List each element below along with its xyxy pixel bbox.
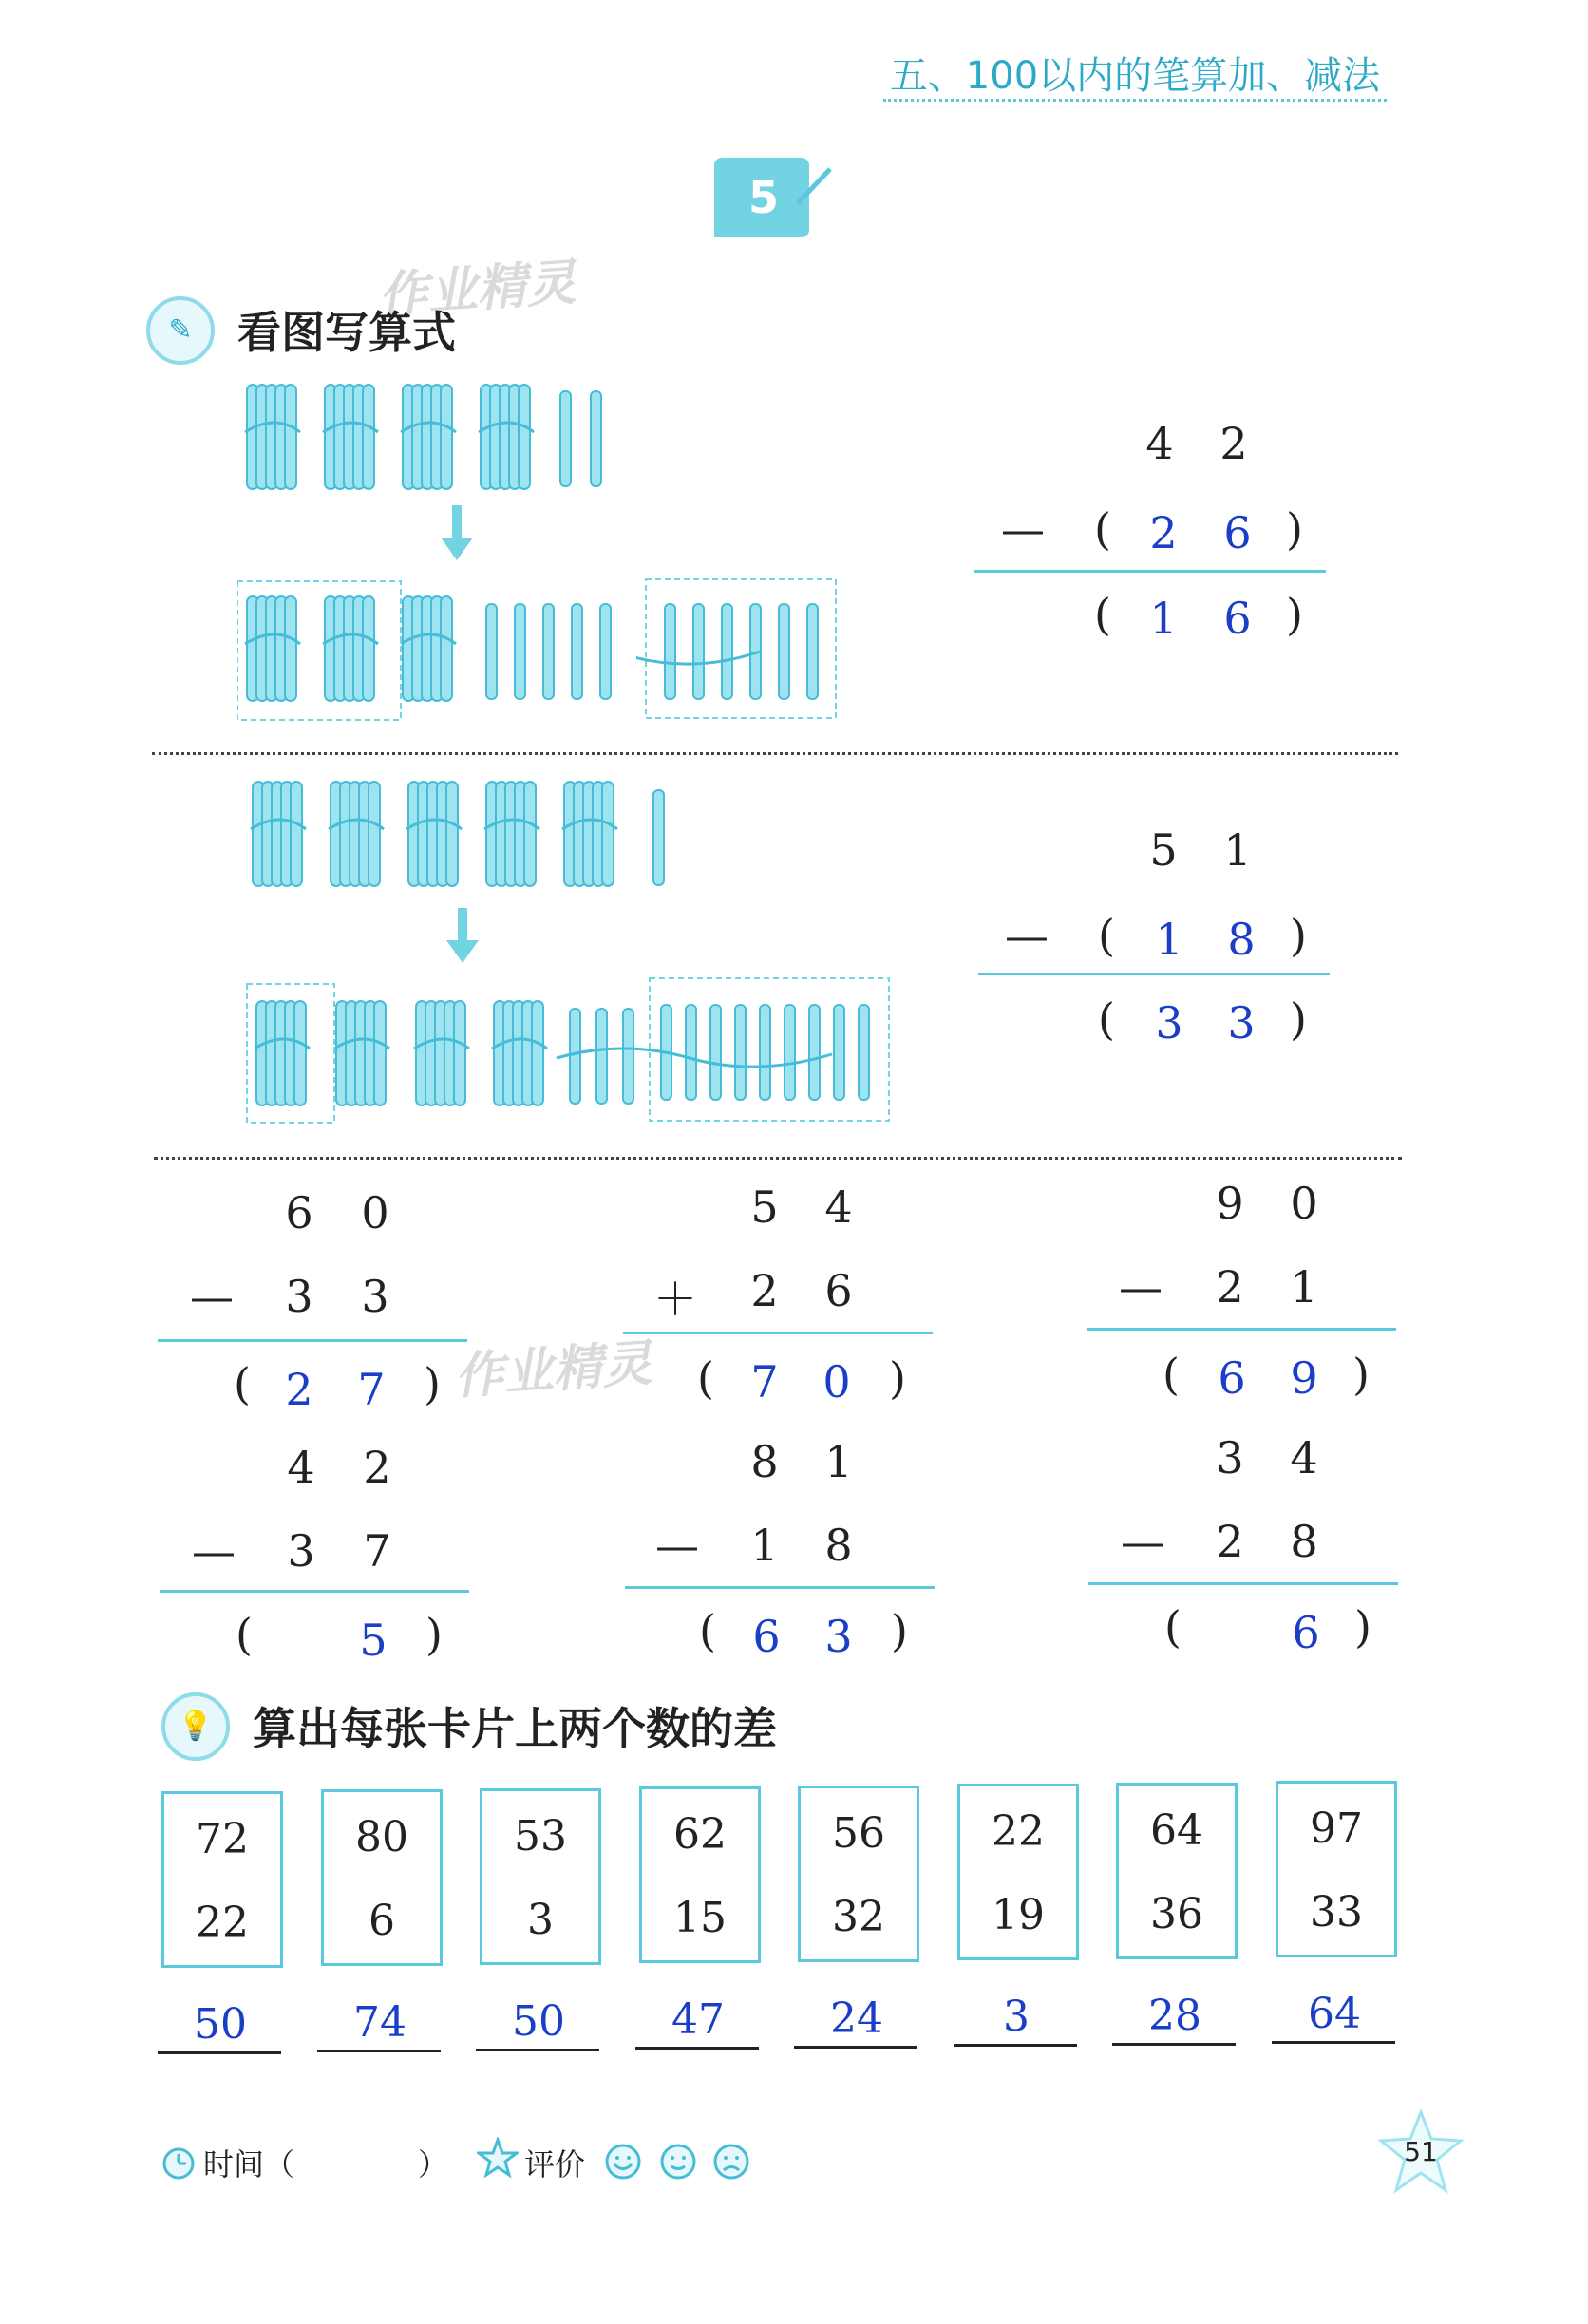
time-close: ） (418, 2146, 449, 2182)
happy-face-icon[interactable] (604, 2143, 642, 2181)
digit: 3 (1216, 1432, 1244, 1483)
paren: ) (1286, 589, 1303, 640)
answer-digit: 1 (1155, 914, 1183, 965)
number-card (1276, 1781, 1397, 1957)
sum-line (158, 1339, 467, 1342)
card-answer: 74 (353, 1998, 406, 2047)
answer-digit: 9 (1290, 1352, 1318, 1404)
paren: ( (1098, 993, 1115, 1045)
sum-line (625, 1586, 935, 1589)
operator: — (1005, 910, 1049, 961)
answer-digit: 7 (750, 1356, 779, 1408)
digit: 1 (824, 1436, 853, 1487)
number-card (798, 1786, 919, 1962)
paren: ) (889, 1352, 906, 1404)
answer-line (1112, 2043, 1236, 2046)
card-number-top: 72 (196, 1815, 249, 1863)
digit: 4 (287, 1442, 315, 1493)
card-number-bottom: 32 (832, 1893, 885, 1941)
number-card (480, 1788, 601, 1965)
paren: ( (1094, 589, 1111, 640)
section-divider (152, 752, 1398, 755)
lesson-number-badge: 5 (714, 158, 809, 237)
answer-line (794, 2046, 917, 2049)
digit: 9 (1216, 1178, 1244, 1229)
card-answer: 3 (1003, 1993, 1030, 2041)
digit: 4 (1290, 1432, 1318, 1483)
digit: 6 (285, 1187, 313, 1238)
digit: 3 (287, 1525, 315, 1577)
header-divider (883, 99, 1387, 102)
paren: ) (1286, 503, 1303, 555)
answer-digit: 2 (285, 1364, 313, 1415)
card-number-top: 22 (992, 1807, 1045, 1856)
section-divider (154, 1157, 1402, 1160)
card-number-top: 64 (1150, 1806, 1203, 1855)
alarm-clock-icon (160, 2143, 198, 2181)
sticks-picture-1 (237, 380, 636, 722)
card-answer: 50 (512, 1997, 565, 2046)
digit: 2 (1216, 1261, 1244, 1313)
answer-digit: 5 (359, 1615, 388, 1666)
digit: 4 (824, 1181, 853, 1233)
answer-digit: 1 (1149, 593, 1178, 644)
answer-line (635, 2047, 759, 2050)
loose-sticks-group-1 (636, 570, 845, 722)
paren: ) (1354, 1601, 1371, 1653)
paren: ( (236, 1609, 253, 1660)
answer-digit: 2 (1149, 507, 1178, 558)
digit: 7 (363, 1525, 391, 1577)
number-card (957, 1784, 1079, 1960)
answer-line (317, 2050, 441, 2052)
sum-line (160, 1590, 469, 1593)
paren: ( (1098, 910, 1115, 961)
answer-digit: 3 (1155, 997, 1183, 1049)
card-number-bottom: 6 (369, 1897, 395, 1945)
paren: ( (1164, 1601, 1182, 1653)
digit: 2 (363, 1442, 391, 1493)
answer-digit: 8 (1227, 914, 1256, 965)
number-card (639, 1786, 761, 1963)
sum-line (974, 570, 1326, 573)
section1-title: 看图写算式 (237, 307, 456, 358)
digit: 1 (1223, 824, 1252, 876)
number-card (1116, 1783, 1238, 1959)
card-number-bottom: 19 (992, 1891, 1045, 1939)
watermark: 作业精灵 (376, 254, 578, 326)
operator: — (190, 1271, 234, 1322)
answer-digit: 6 (1223, 507, 1252, 558)
sum-line (623, 1332, 933, 1334)
sum-line (1087, 1328, 1396, 1331)
star-icon (477, 2137, 519, 2179)
sum-line (978, 973, 1330, 975)
answer-digit: 7 (357, 1364, 386, 1415)
page-number: 51 (1404, 2136, 1438, 2167)
digit: 0 (1290, 1178, 1318, 1229)
paren: ) (1352, 1349, 1370, 1400)
card-number-top: 80 (355, 1813, 408, 1861)
digit: 4 (1145, 418, 1174, 469)
digit: 1 (1290, 1261, 1318, 1313)
answer-digit: 6 (1223, 593, 1252, 644)
card-number-bottom: 3 (527, 1896, 554, 1944)
operator: — (1119, 1261, 1163, 1313)
pencil-icon (790, 163, 838, 211)
card-number-top: 53 (514, 1812, 567, 1861)
answer-line (158, 2051, 281, 2054)
chapter-title: 五、100以内的笔算加、减法 (889, 54, 1381, 98)
writing-icon: ✎ (146, 296, 215, 365)
answer-line (476, 2049, 599, 2051)
operator: — (655, 1520, 699, 1571)
paren: ( (699, 1605, 716, 1656)
card-number-top: 62 (673, 1810, 727, 1859)
paren: ) (1290, 910, 1307, 961)
rating-label: 评价 (524, 2146, 586, 2182)
paren: ) (425, 1609, 443, 1660)
operator: — (1001, 503, 1045, 555)
operator: — (1121, 1516, 1164, 1567)
digit: 2 (1216, 1516, 1244, 1567)
answer-digit: 6 (1218, 1352, 1246, 1404)
answer-line (954, 2044, 1077, 2047)
card-number-bottom: 36 (1150, 1890, 1203, 1938)
card-number-top: 97 (1310, 1804, 1363, 1853)
number-card (321, 1789, 443, 1966)
card-number-bottom: 15 (673, 1894, 727, 1942)
paren: ( (1163, 1349, 1180, 1400)
card-number-bottom: 33 (1310, 1888, 1363, 1937)
digit: 1 (750, 1520, 779, 1571)
digit: 5 (750, 1181, 779, 1233)
card-number-top: 56 (832, 1809, 885, 1858)
digit: 8 (824, 1520, 853, 1571)
answer-digit: 3 (824, 1611, 853, 1662)
card-answer: 28 (1148, 1992, 1201, 2040)
operator: — (192, 1525, 236, 1577)
card-number-bottom: 22 (196, 1899, 249, 1947)
digit: 8 (1290, 1516, 1318, 1567)
paren: ) (1290, 993, 1307, 1045)
digit: 3 (285, 1271, 313, 1322)
card-answer: 50 (194, 2000, 247, 2049)
digit: 3 (361, 1271, 389, 1322)
digit: 2 (750, 1265, 779, 1316)
answer-line (1272, 2041, 1395, 2044)
watermark: 作业精灵 (452, 1334, 654, 1407)
paren: ( (697, 1352, 714, 1404)
section3-title: 算出每张卡片上两个数的差 (253, 1703, 777, 1754)
paren: ) (891, 1605, 908, 1656)
sum-line (1088, 1582, 1398, 1585)
digit: 8 (750, 1436, 779, 1487)
sticks-picture-2 (243, 777, 927, 1128)
digit: 6 (824, 1265, 853, 1316)
sad-face-icon[interactable] (712, 2143, 750, 2181)
digit: 5 (1149, 824, 1178, 876)
answer-digit: 3 (1227, 997, 1256, 1049)
card-answer: 47 (671, 1995, 725, 2044)
digit: 2 (1219, 418, 1248, 469)
smile-face-icon[interactable] (659, 2143, 697, 2181)
paren: ( (234, 1358, 251, 1409)
time-label: 时间（ (203, 2146, 295, 2182)
answer-digit: 0 (822, 1356, 851, 1408)
lightbulb-icon: 💡 (161, 1692, 230, 1761)
answer-digit: 6 (752, 1611, 781, 1662)
paren: ) (424, 1358, 441, 1409)
card-answer: 64 (1308, 1990, 1361, 2038)
answer-digit: 6 (1292, 1607, 1320, 1658)
number-card (161, 1791, 283, 1968)
card-answer: 24 (830, 1994, 883, 2043)
operator: ＋ (653, 1274, 697, 1325)
digit: 0 (361, 1187, 389, 1238)
paren: ( (1094, 503, 1111, 555)
